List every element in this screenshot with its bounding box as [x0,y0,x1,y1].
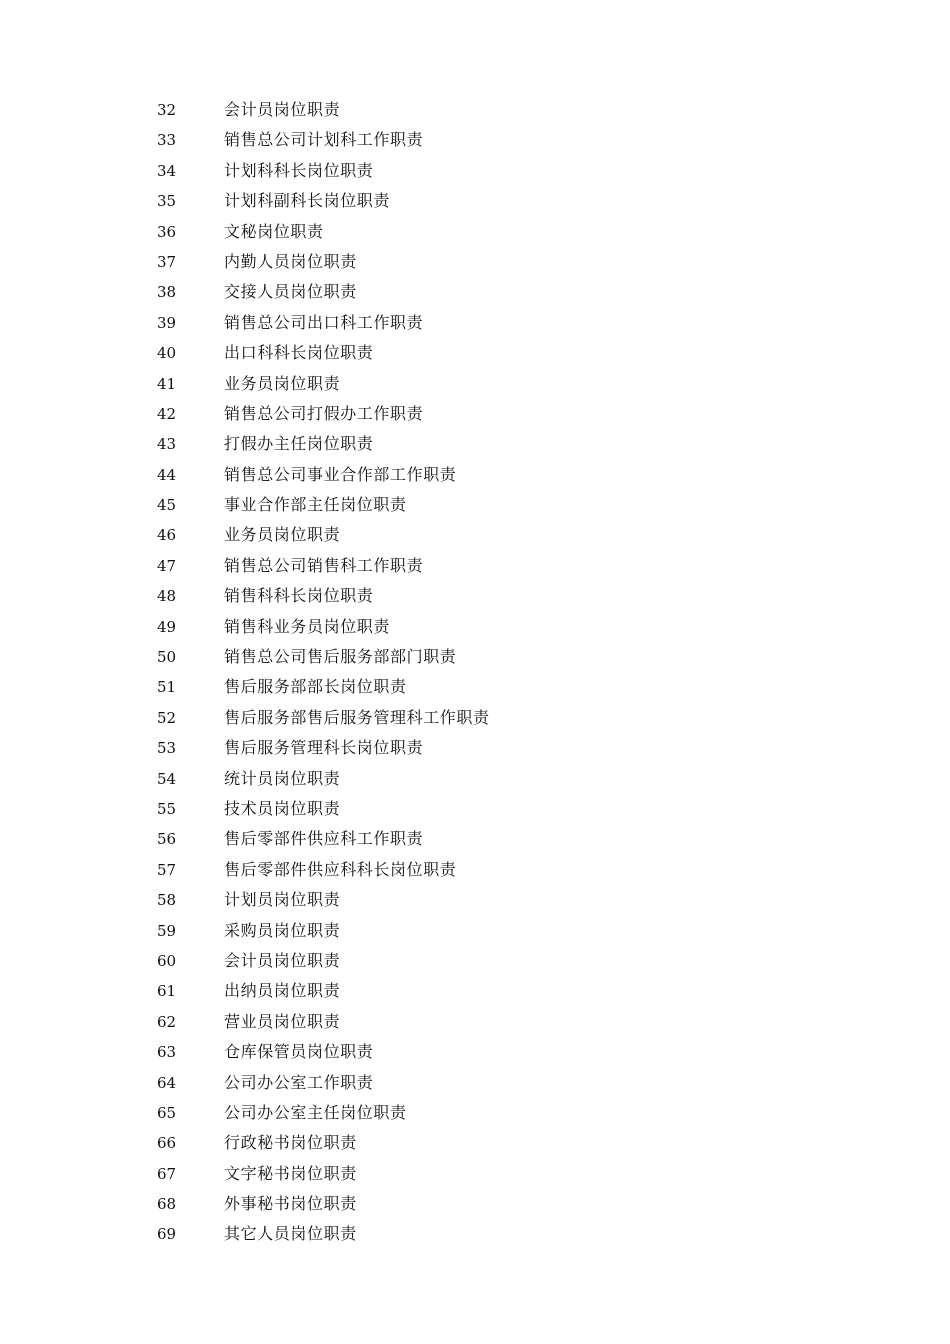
item-number: 56 [157,830,177,849]
list-item [0,733,950,763]
item-number: 68 [157,1195,177,1214]
list-item [0,277,950,307]
list-item [0,794,950,824]
item-title: 售后服务部部长岗位职责 [224,677,407,697]
item-title: 文字秘书岗位职责 [224,1163,357,1183]
item-title: 销售科业务员岗位职责 [224,616,391,636]
item-number: 62 [157,1012,177,1031]
item-number: 46 [157,526,177,545]
item-title: 会计员岗位职责 [224,950,341,970]
list-item [0,247,950,277]
item-title: 公司办公室工作职责 [224,1072,374,1092]
item-title: 销售总公司计划科工作职责 [224,130,424,150]
item-number: 61 [157,982,177,1001]
list-item [0,764,950,794]
item-number: 59 [157,921,177,940]
item-number: 49 [157,617,177,636]
item-number: 58 [157,891,177,910]
item-number: 47 [157,556,177,575]
item-title: 打假办主任岗位职责 [224,434,374,454]
item-number: 39 [157,313,177,332]
item-title: 销售总公司打假办工作职责 [224,403,424,423]
list-item [0,855,950,885]
item-title: 行政秘书岗位职责 [224,1133,357,1153]
list-item [0,338,950,368]
item-title: 业务员岗位职责 [224,373,341,393]
item-title: 外事秘书岗位职责 [224,1194,357,1214]
item-title: 营业员岗位职责 [224,1011,341,1031]
item-title: 其它人员岗位职责 [224,1224,357,1244]
list-item [0,1037,950,1067]
list-item [0,490,950,520]
item-title: 交接人员岗位职责 [224,282,357,302]
list-item [0,186,950,216]
item-number: 54 [157,769,177,788]
item-number: 51 [157,678,177,697]
item-title: 统计员岗位职责 [224,768,341,788]
list-item [0,703,950,733]
item-title: 技术员岗位职责 [224,798,341,818]
item-title: 销售科科长岗位职责 [224,586,374,606]
item-number: 60 [157,951,177,970]
item-title: 内勤人员岗位职责 [224,251,357,271]
item-title: 销售总公司售后服务部部门职责 [224,647,457,667]
item-number: 67 [157,1164,177,1183]
item-number: 44 [157,465,177,484]
item-number: 37 [157,252,177,271]
list-item [0,460,950,490]
item-title: 业务员岗位职责 [224,525,341,545]
item-number: 42 [157,404,177,423]
item-title: 销售总公司出口科工作职责 [224,312,424,332]
item-number: 36 [157,222,177,241]
item-number: 38 [157,283,177,302]
list-item [0,581,950,611]
list-item [0,125,950,155]
item-number: 57 [157,860,177,879]
list-item [0,520,950,550]
list-item [0,1128,950,1158]
item-number: 52 [157,708,177,727]
item-number: 43 [157,435,177,454]
list-item [0,399,950,429]
item-title: 会计员岗位职责 [224,100,341,119]
list-item [0,429,950,459]
list-item [0,1219,950,1249]
list-item [0,369,950,399]
list-item [0,156,950,186]
list-item [0,1189,950,1219]
item-number: 35 [157,192,177,211]
list-item [0,1098,950,1128]
list-item [0,1159,950,1189]
item-number: 64 [157,1073,177,1092]
list-item [0,308,950,338]
list-item [0,95,950,125]
list-item [0,612,950,642]
item-number: 50 [157,648,177,667]
item-title: 仓库保管员岗位职责 [224,1042,374,1062]
item-number: 41 [157,374,177,393]
item-title: 计划员岗位职责 [224,890,341,910]
list-item [0,217,950,247]
item-number: 55 [157,799,177,818]
list-item [0,946,950,976]
item-number: 69 [157,1225,177,1244]
item-title: 销售总公司销售科工作职责 [224,555,424,575]
list-item [0,916,950,946]
item-title: 计划科副科长岗位职责 [224,191,391,211]
item-title: 售后零部件供应科工作职责 [224,829,424,849]
list-item [0,1007,950,1037]
list-item [0,976,950,1006]
list-item [0,551,950,581]
item-title: 售后零部件供应科科长岗位职责 [224,859,457,879]
item-number: 48 [157,587,177,606]
item-title: 公司办公室主任岗位职责 [224,1102,407,1122]
item-number: 66 [157,1134,177,1153]
list-item [0,824,950,854]
item-title: 采购员岗位职责 [224,920,341,940]
item-title: 出纳员岗位职责 [224,981,341,1001]
item-title: 售后服务管理科长岗位职责 [224,738,424,758]
item-title: 售后服务部售后服务管理科工作职责 [224,707,490,727]
item-number: 63 [157,1043,177,1062]
item-title: 出口科科长岗位职责 [224,343,374,363]
toc-list [0,95,950,1250]
item-number: 53 [157,739,177,758]
list-item [0,885,950,915]
item-title: 文秘岗位职责 [224,221,324,241]
item-number: 34 [157,161,177,180]
item-title: 事业合作部主任岗位职责 [224,495,407,515]
item-number: 33 [157,131,177,150]
item-number: 45 [157,496,177,515]
list-item [0,1068,950,1098]
item-number: 65 [157,1103,177,1122]
item-title: 销售总公司事业合作部工作职责 [224,464,457,484]
list-item [0,672,950,702]
item-number: 40 [157,344,177,363]
item-title: 计划科科长岗位职责 [224,160,374,180]
item-number: 32 [157,101,177,119]
list-item [0,642,950,672]
